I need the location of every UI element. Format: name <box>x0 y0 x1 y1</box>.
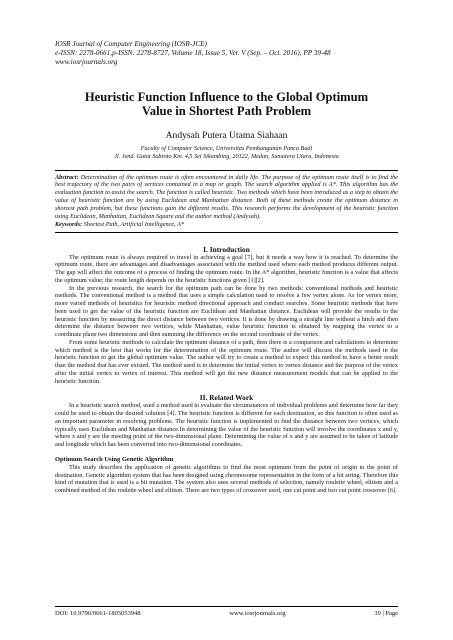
paper-title-line2: Value in Shortest Path Problem <box>141 104 312 119</box>
footer-website[interactable]: www.iosrjournals.org <box>229 610 286 617</box>
keywords <box>55 221 398 229</box>
journal-name: IOSR Journal of Computer Engineering (IOSR-JCE) <box>55 40 207 48</box>
section-title-related-work: II. Related Work <box>199 393 254 403</box>
footer-doi[interactable]: DOI: 10.9790/0661-1805053948 <box>55 610 141 617</box>
intro-paragraph-1: The optimum route is always required to travel in achieving a goal [7], but it needs a way how it is reached. To determine the optimum route, there are advantages and disadvantages associated with the method used where each method produces different output. The gap will affect the outcome of a process of finding the optimum route. In the A* algorithm, heuristic function is a value that affects the optimum value; the route length depends on the heuristic functions given [1][2]. <box>55 253 398 284</box>
abstract <box>55 174 398 221</box>
abstract-label: Abstract: <box>55 173 79 181</box>
abstract-text: Determination of the optimum route is often encountered in daily life. The purpose of the optimum route itself is to find the best trajectory of the two pairs of vertices contained in a map or graph. The search algorithm applied is A*. This algorithm has the evaluation function to assist the search. The function is called heuristic. Two methods which have been introduced as a step to obtain the value of heuristic function are by using Euclidean and Manhattan distance. Both of these methods create the optimum distance in shortest path problem, but these functions gain the different results. This research performs the development of the heuristic function using Euclidean, Manhattan, Euclidean Square and the author method (Andysah). <box>55 173 398 220</box>
abstract-block <box>55 170 398 233</box>
keywords-label: Keywords: <box>55 220 83 228</box>
footer-page-number: 39 | Page <box>374 610 398 617</box>
affiliation <box>55 145 398 161</box>
page-footer <box>55 606 398 617</box>
section-title-introduction: I. Introduction <box>203 244 250 254</box>
affiliation-line2: Jl. Jend. Gatot Subroto Km. 4,5 Sei Sikambing, 20122, Medan, Sumatera Utara, Indonesia <box>114 152 339 160</box>
author-name: Andysah Putera Utama Siahaan <box>165 129 288 141</box>
intro-paragraph-3: From some heuristic methods to calculate the optimum distance of a path, then there is a comparison and calculations to determine which method is the best that works for the determination of the optimum route. The author will discuss the methods used in the heuristic function to get the global optimum value. The author will try to create a method to expect this method to have a better result than the method that has ever existed. The method used is to determine the initial vertex to vertex distance and the purpose of the vertex after the initial vertex to vertex of interest. This method will get the new distance measurement models that can be applied to the heuristic function. <box>55 338 398 385</box>
paper-title-line1: Heuristic Function Influence to the Global Optimum <box>84 89 369 104</box>
intro-paragraph-2: In the previous research, the search for the optimum path can be done by two methods: conventional methods and heuristic methods. The conventional method is a method that uses a simple calculation used to resolve a few vertex alone. As for vertex more, more varied methods of heuristics for heuristic method directional approach and conduct searches. Some heuristic methods that have been used to get the value of the heuristic function are Euclidean and Manhattan distance. Euclidean will provide the results to the heuristic function by measuring the direct distance between two vertices. It is done by drawing a straight line without a hitch and then determine the distance between two vertices, while Manhattan, value heuristic function is obtained by mapping the vertex to a coordinate plane two dimensions and then summing the difference on the second coordinate of the vertex. <box>55 284 398 339</box>
keywords-text: Shortest Path, Artificial Intelligence, A* <box>82 220 185 228</box>
subsection-title-genetic: Optimum Search Using Genetic Algorithm <box>55 455 174 463</box>
genetic-paragraph-1: This study describes the application of genetic algorithms to find the most optimum from the point of origin to the point of destination. Genetic algorithm system that has been designed using chromosome representation in the form of a bit string. Therefore this kind of mutation that is used is a bit mutation. The system also uses several methods of selection, namely roulette wheel, elitism and a combined method of the roulette wheel and elitism. There are two types of crossover used, one cut point and two cut point crossover [6]. <box>55 463 398 495</box>
journal-header <box>55 40 398 68</box>
journal-website[interactable]: www.iosrjournals.org <box>55 58 118 67</box>
paper-title <box>55 90 398 119</box>
related-paragraph-1: In a heuristic search method, used a method used to evaluate the circumstances of individual problems and determine how far they could be used to obtain the desired solution [4]. The heuristic function is different for each destination, so this function is often used as an important parameter in resolving problems. The heuristic function is implemented to find the distance between two vertices, which typically uses Euclidean and Manhattan distance.In determining the value of the heuristic function will involve the coordinates x and y, where x and y are the meeting point of the two-dimensional plane. Determining the value of x and y are assumed to be taken of latitude and longitude which has been converted into two-dimensional coordinates. <box>55 402 398 449</box>
journal-issn: e-ISSN: 2278-0661,p-ISSN: 2278-8727, Volume 18, Issue 5, Ver. V (Sep. – Oct. 2016), PP 39-48 <box>55 49 331 58</box>
affiliation-line1: Faculty of Computer Science, Universitas Pembangunan Panca Budi <box>140 144 313 152</box>
